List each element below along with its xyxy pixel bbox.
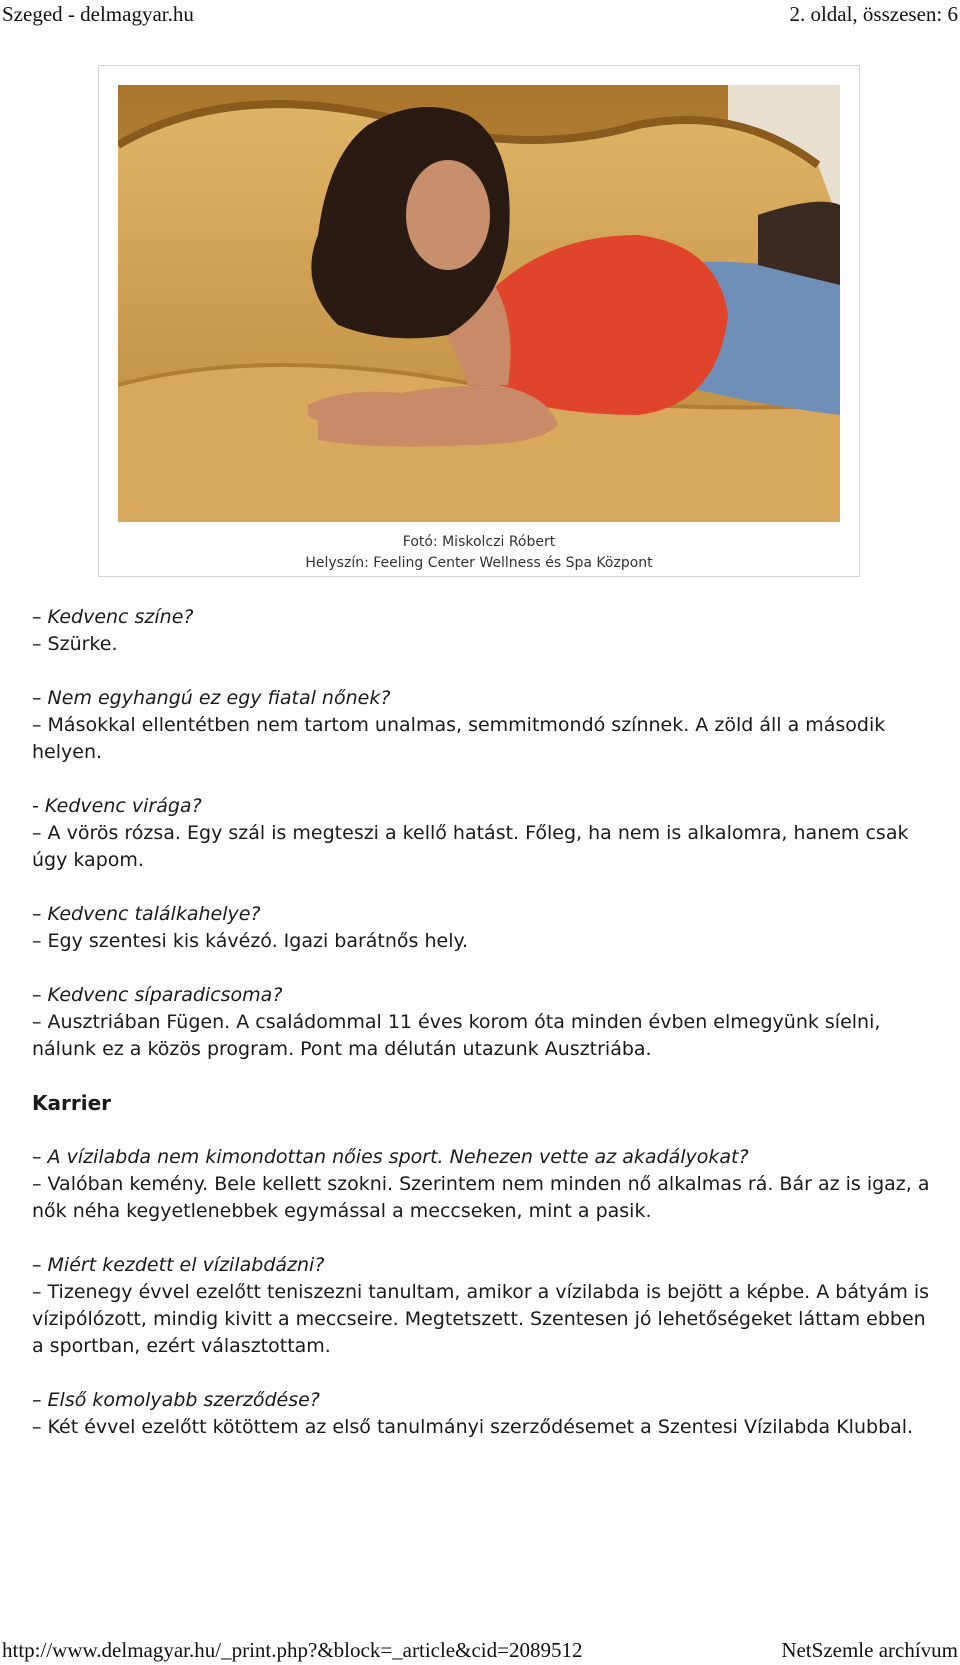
answer: – Másokkal ellentétben nem tartom unalmas, semmitmondó színnek. A zöld áll a második helyen. — [32, 714, 886, 763]
qa-item — [32, 604, 932, 658]
qa-item — [32, 685, 932, 766]
question: – Kedvenc színe? — [32, 606, 194, 628]
answer: – Két évvel ezelőtt kötöttem az első tanulmányi szerződésemet a Szentesi Vízilabda Klubbal. — [32, 1416, 914, 1438]
photo-credit: Fotó: Miskolczi Róbert — [402, 534, 556, 550]
answer: – A vörös rózsa. Egy szál is megteszi a kellő hatást. Főleg, ha nem is alkalomra, hanem csak úgy kapom. — [32, 822, 909, 871]
question: – A vízilabda nem kimondottan nőies sport. Nehezen vette az akadályokat? — [32, 1146, 749, 1168]
print-header — [0, 0, 960, 30]
answer: – Tizenegy évvel ezelőtt teniszezni tanultam, amikor a vízilabda is bejött a képbe. A bátyám is vízipólózott, mindig kivitt a meccseire. Megtetszett. Szentesen jó lehetőségeket láttam ebben a sportban, ezért választottam. — [32, 1281, 930, 1357]
qa-item — [32, 1144, 932, 1225]
qa-item — [32, 982, 932, 1063]
qa-item — [32, 793, 932, 874]
photo-illustration — [118, 85, 840, 522]
article-body — [32, 604, 932, 1468]
site-title: Szeged - delmagyar.hu — [2, 2, 194, 26]
section-heading: Karrier — [32, 1091, 112, 1115]
answer: – Egy szentesi kis kávézó. Igazi barátnős hely. — [32, 930, 469, 952]
photo-location: Helyszín: Feeling Center Wellness és Spa Központ — [305, 555, 653, 571]
question: – Nem egyhangú ez egy fiatal nőnek? — [32, 687, 391, 709]
answer: – Szürke. — [32, 633, 118, 655]
answer: – Valóban kemény. Bele kellett szokni. Szerintem nem minden nő alkalmas rá. Bár az is igaz, a nők néha kegyetlenebbek egymással a meccseken, mint a pasik. — [32, 1173, 930, 1222]
question: – Miért kezdett el vízilabdázni? — [32, 1254, 325, 1276]
qa-item — [32, 1387, 932, 1441]
page-counter: 2. oldal, összesen: 6 — [789, 2, 958, 26]
archive-label: NetSzemle archívum — [781, 1638, 958, 1662]
photo-caption — [99, 532, 859, 574]
qa-item — [32, 901, 932, 955]
question: – Első komolyabb szerződése? — [32, 1389, 320, 1411]
qa-item — [32, 1252, 932, 1360]
photo-figure — [98, 65, 860, 577]
question: – Kedvenc síparadicsoma? — [32, 984, 283, 1006]
question: - Kedvenc virága? — [32, 795, 202, 817]
source-url: http://www.delmagyar.hu/_print.php?&block=_article&cid=2089512 — [2, 1638, 583, 1662]
article-photo — [118, 85, 840, 522]
question: – Kedvenc találkahelye? — [32, 903, 261, 925]
print-footer — [0, 1636, 960, 1665]
answer: – Ausztriában Fügen. A családommal 11 éves korom óta minden évben elmegyünk síelni, nálunk ez a közös program. Pont ma délután utazunk Ausztriába. — [32, 1011, 881, 1060]
